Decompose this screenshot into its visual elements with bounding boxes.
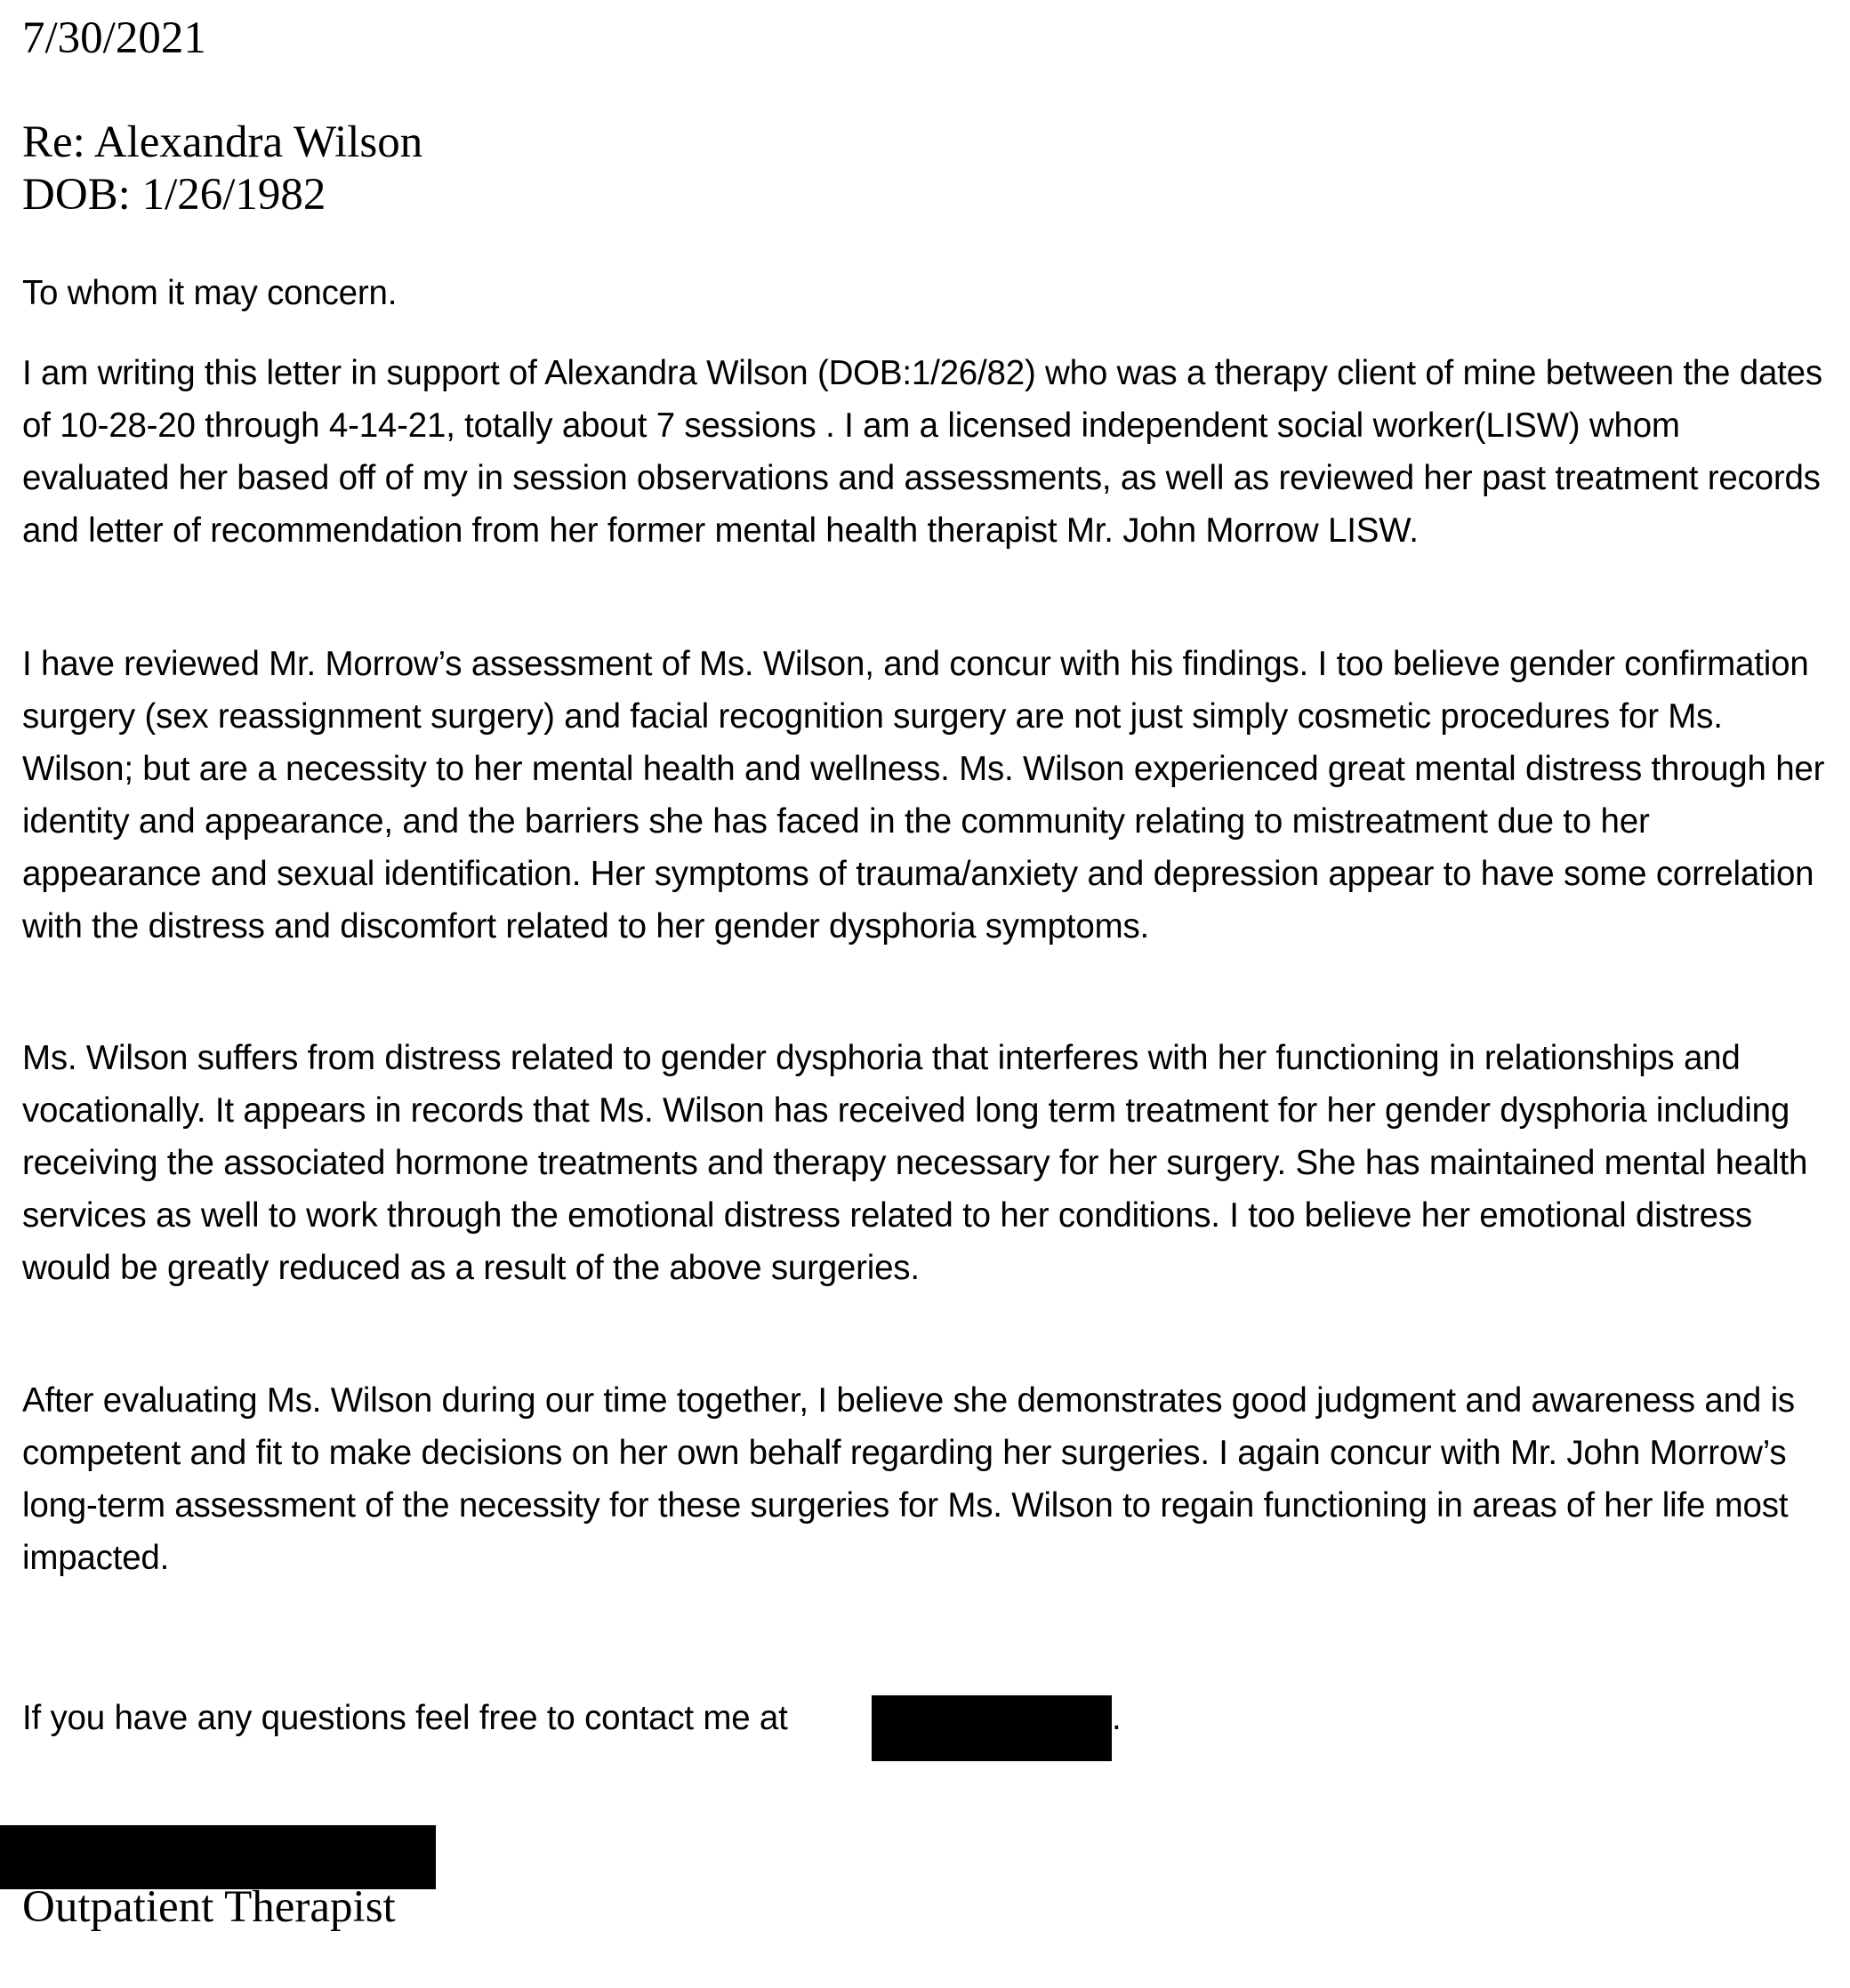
contact-period: .	[1112, 1699, 1122, 1737]
dob-line: DOB: 1/26/1982	[22, 170, 326, 220]
contact-redaction-box	[872, 1695, 1112, 1761]
body-paragraph-2: I have reviewed Mr. Morrow’s assessment of Ms. Wilson, and concur with his findings. I too believe gender confirmation surgery (sex reassignment surgery) and facial recognition surgery are not just simply cosmetic procedures for Ms. Wilson; but are a necessity to her mental health and wellness. Ms. Wilson experienced great mental distress through her identity and appearance, and the barriers she has faced in the community relating to mistreatment due to her appearance and sexual identification. Her symptoms of trauma/anxiety and depression appear to have some correlation with the distress and discomfort related to her gender dysphoria symptoms.	[22, 645, 1825, 946]
body-paragraph-1: I am writing this letter in support of Alexandra Wilson (DOB:1/26/82) who was a therapy client of mine between the dates of 10-28-20 through 4-14-21, totally about 7 sessions . I am a licensed independent social worker(LISW) whom evaluated her based off of my in session observations and assessments, as well as reviewed her past treatment records and letter of recommendation from her former mental health therapist Mr. John Morrow LISW.	[22, 354, 1822, 550]
signature-title: Outpatient Therapist	[22, 1882, 396, 1932]
body-paragraph-4: After evaluating Ms. Wilson during our time together, I believe she demonstrates good judgment and awareness and is competent and fit to make decisions on her own behalf regarding her surgeries. I again concur with Mr. John Morrow’s long-term assessment of the necessity for these surgeries for Ms. Wilson to regain functioning in areas of her life most impacted.	[22, 1381, 1795, 1577]
body-paragraph-3: Ms. Wilson suffers from distress related to gender dysphoria that interferes with her functioning in relationships and vocationally. It appears in records that Ms. Wilson has received long term treatment for her gender dysphoria including receiving the associated hormone treatments and therapy necessary for her surgery. She has maintained mental health services as well to work through the emotional distress related to her conditions. I too believe her emotional distress would be greatly reduced as a result of the above surgeries.	[22, 1039, 1808, 1287]
contact-line: If you have any questions feel free to contact me at	[22, 1699, 788, 1737]
re-line: Re: Alexandra Wilson	[22, 117, 423, 167]
letter-date: 7/30/2021	[22, 13, 206, 63]
salutation: To whom it may concern.	[22, 274, 398, 312]
signature-redaction-box	[0, 1825, 436, 1889]
